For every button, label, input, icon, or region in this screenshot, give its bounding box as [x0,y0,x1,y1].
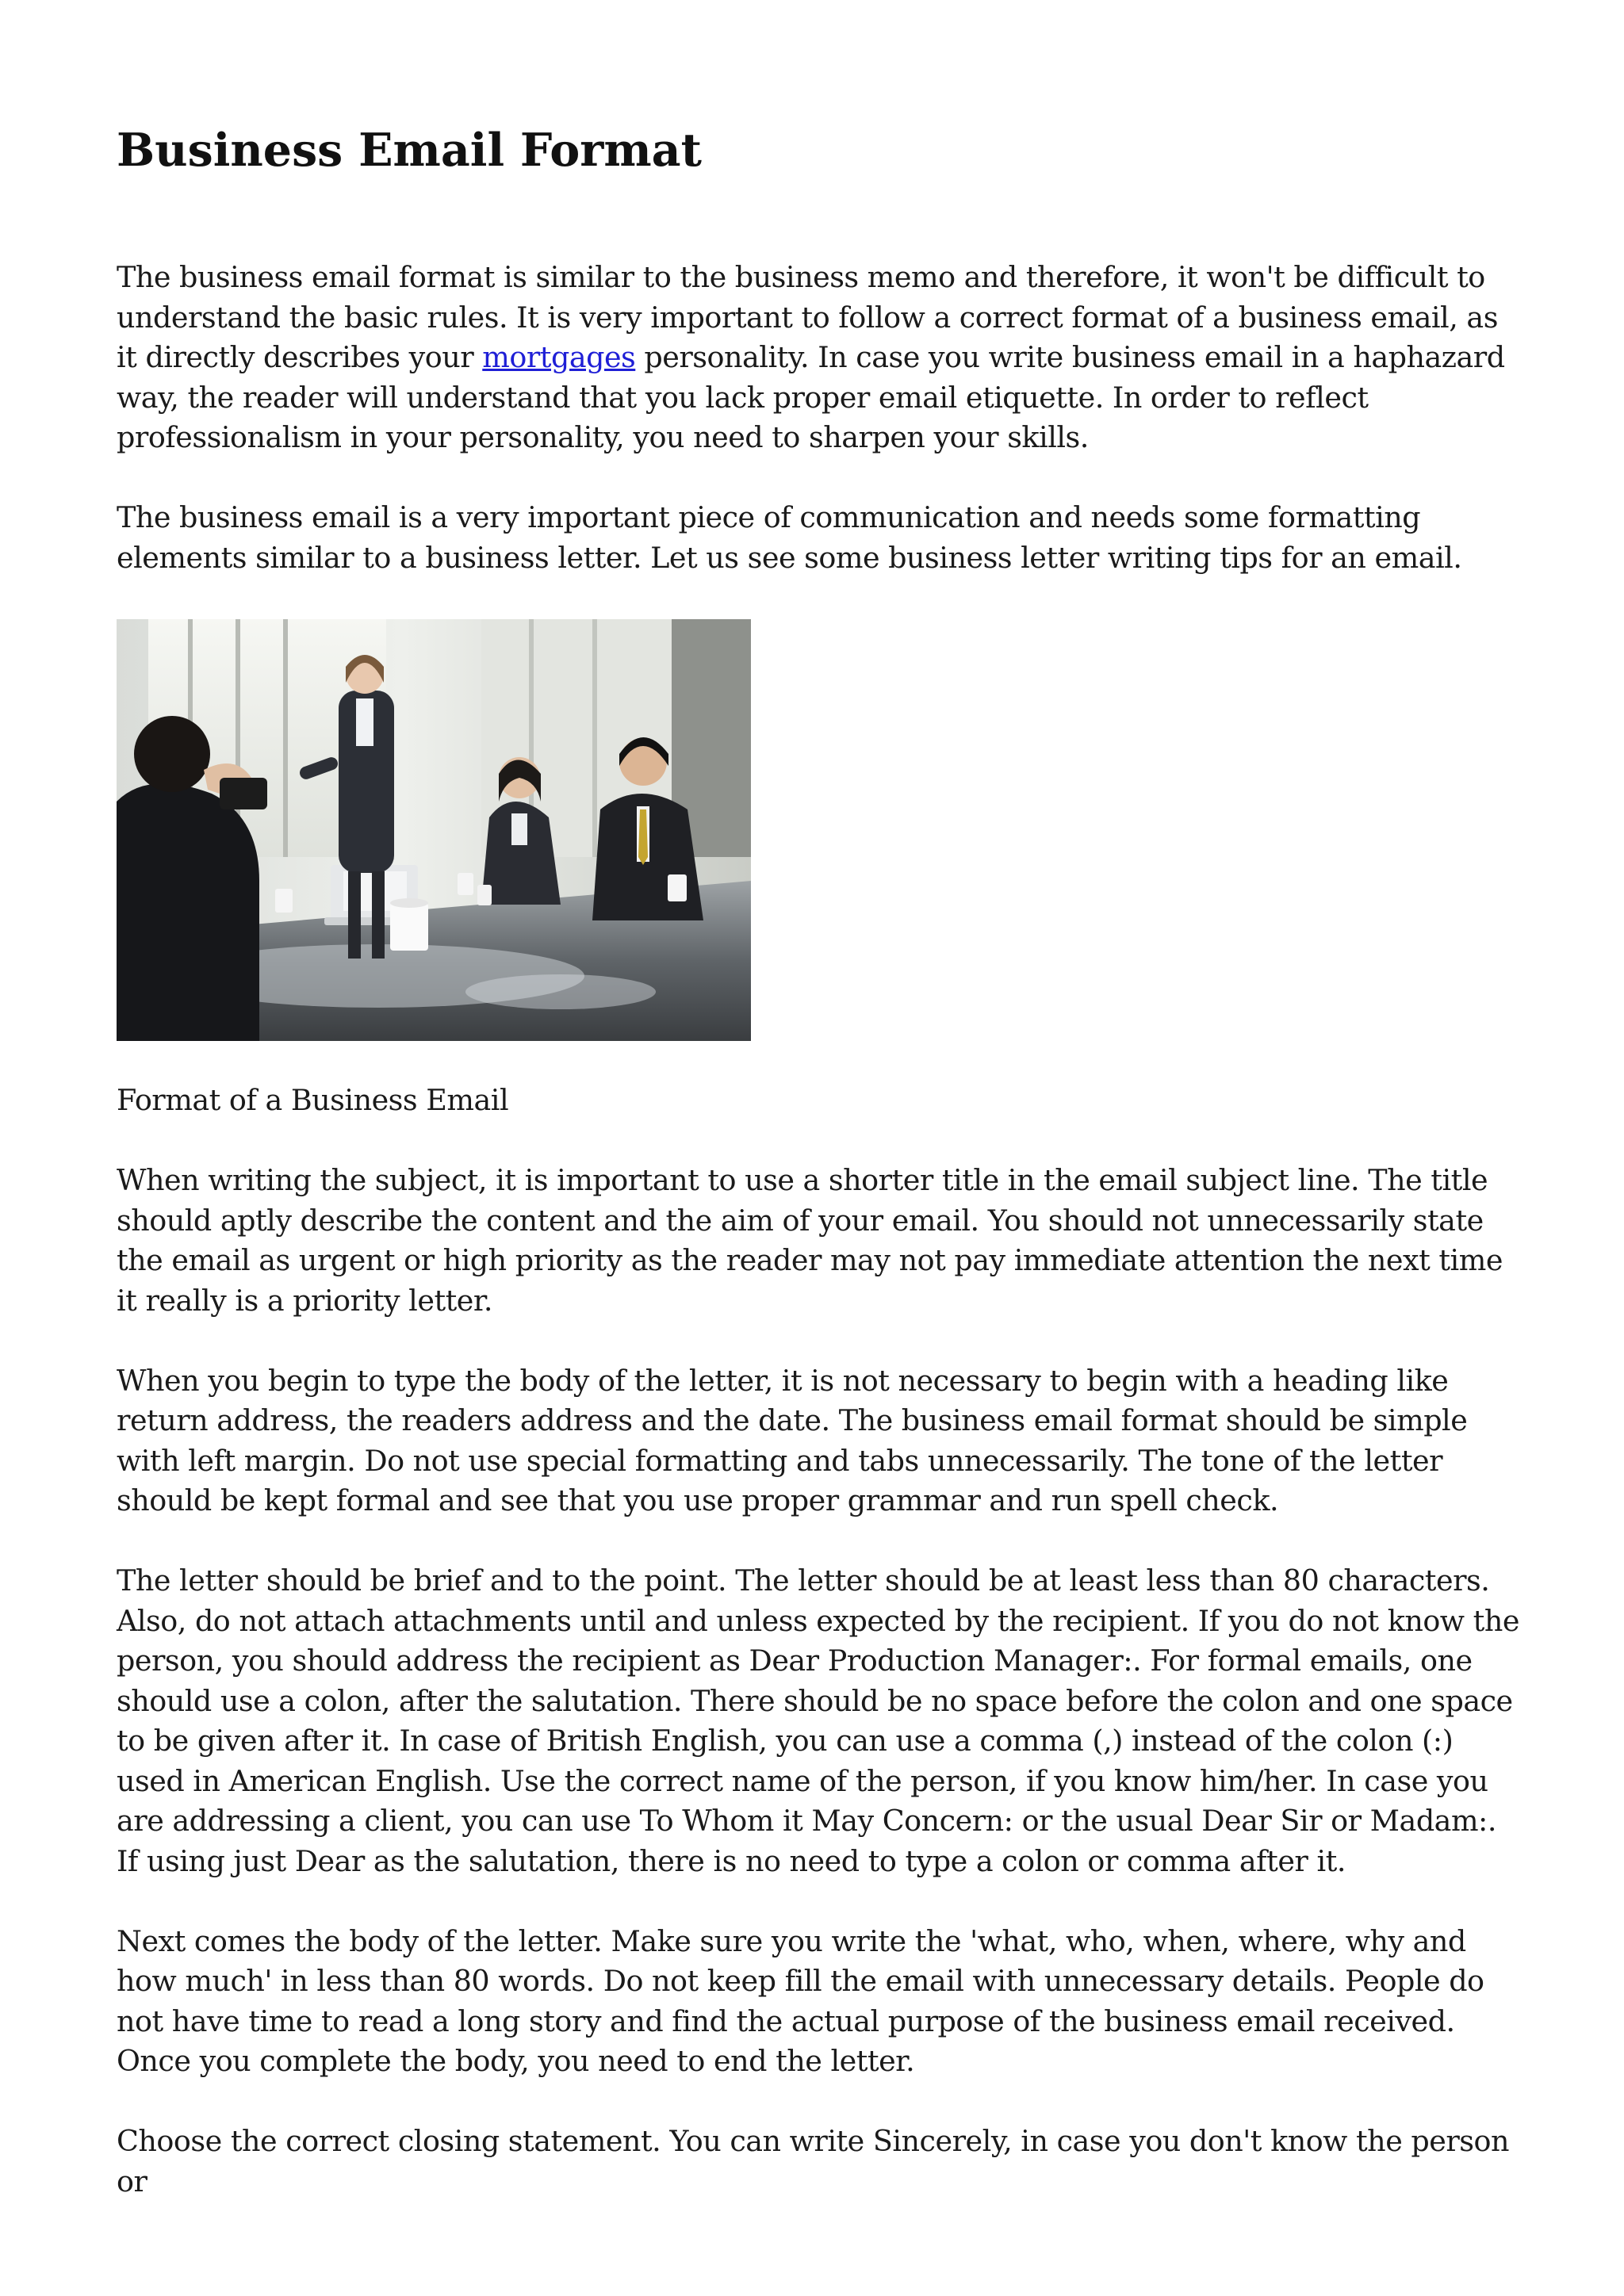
intro-text-after-link: personality. In case you write business email in a haphazard way, the reader will understand that you lack proper email etiquette. In order to reflect professionalism in your personality, you need to sharpen your skills. [117,340,1505,454]
article [117,119,1520,2202]
mortgages-link[interactable]: mortgages [482,340,636,374]
business-meeting-photo [117,619,751,1041]
paragraph-subject: When writing the subject, it is important to use a shorter title in the email subject line. The title should aptly describe the content and the aim of your email. You should not unnecessarily state the email as urgent or high priority as the reader may not pay immediate attention the next time it really is a priority letter. [117,1163,1503,1318]
paragraph-brief: The letter should be brief and to the point. The letter should be at least less than 80 characters. Also, do not attach attachments until and unless expected by the recipient. If you do not know the person, you should address the recipient as Dear Production Manager:. For formal emails, one should use a colon, after the salutation. There should be no space before the colon and one space to be given after it. In case of British English, you can use a comma (,) instead of the colon (:) used in American English. Use the correct name of the person, if you know him/her. In case you are addressing a client, you can use To Whom it May Concern: or the usual Dear Sir or Madam:. If using just Dear as the salutation, there is no need to type a colon or comma after it. [117,1563,1519,1878]
article-title: Business Email Format [117,124,702,177]
paragraph-body-letter: Next comes the body of the letter. Make sure you write the 'what, who, when, where, why and how much' in less than 80 words. Do not keep fill the email with unnecessary details. People do not have time to read a long story and find the actual purpose of the business email received. Once you complete the body, you need to end the letter. [117,1923,1484,2078]
paragraph-communication: The business email is a very important piece of communication and needs some formatting elements similar to a business letter. Let us see some business letter writing tips for an email. [117,500,1462,575]
intro-paragraph [117,258,1520,458]
paragraph-body-start: When you begin to type the body of the letter, it is not necessary to begin with a heading like return address, the readers address and the date. The business email format should be simple with left margin. Do not use special formatting and tabs unnecessarily. The tone of the letter should be kept formal and see that you use proper grammar and run spell check. [117,1363,1468,1517]
paragraph-closing: Choose the correct closing statement. You can write Sincerely, in case you don't know the person or [117,2124,1510,2198]
intro-text-before-link: The business email format is similar to the business memo and therefore, it won't be difficult to understand the basic rules. It is very important to follow a correct format of a business email, as it directly describes your [117,260,1498,374]
section-heading: Format of a Business Email [117,1083,509,1117]
